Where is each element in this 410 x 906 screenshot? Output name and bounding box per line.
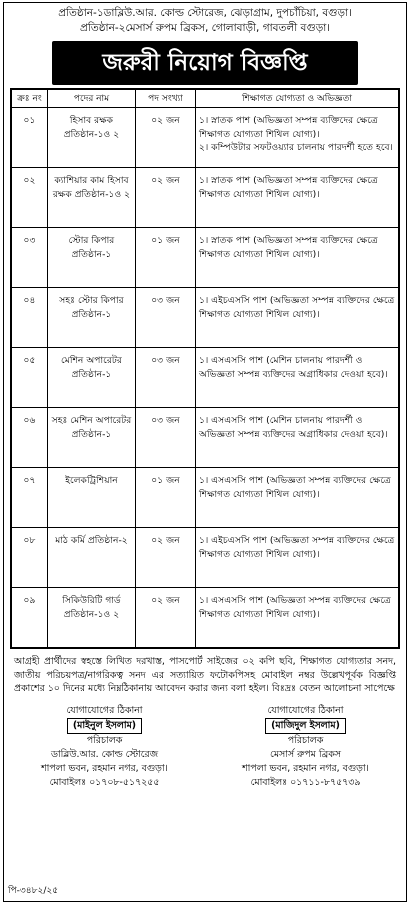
table-row <box>12 288 399 348</box>
serial-cell: ০৬ <box>12 408 48 468</box>
title-banner: জরুরী নিয়োগ বিজ্ঞপ্তি <box>52 41 358 85</box>
serial-cell: ০১ <box>12 108 48 168</box>
contact-phone: মোবাইলঃ ০১৭০৮-৫১৭২৫৫ <box>49 776 160 788</box>
serial-cell: ০৭ <box>12 468 48 528</box>
qualification-cell <box>196 228 399 288</box>
post-cell: স্টোর কিপার প্রতিষ্ঠান-১ <box>48 228 136 288</box>
post-cell: ক্যাশিয়ার কাম হিসাব রক্ষক প্রতিষ্ঠান-১ও ২ <box>48 168 136 228</box>
count-cell: ০২ জন <box>136 168 196 228</box>
serial-cell: ০৪ <box>12 288 48 348</box>
contact-org: ডাব্লিউ.আর. কোল্ড স্টোরেজ <box>50 748 159 760</box>
post-cell: সিকিউরিটি গার্ড প্রতিষ্ঠান-১ও ২ <box>48 588 136 648</box>
table-row <box>12 588 399 648</box>
qualification-item: ১। এসএসসি পাশ (অভিজ্ঞতা সম্পন্ন ব্যক্তিদের ক্ষেত্রে শিক্ষাগত যোগ্যতা শিথিল যোগ্য)। <box>199 475 391 500</box>
qualification-item: ১। এইচএসসি পাশ (অভিজ্ঞতা সম্পন্ন ব্যক্তিদের ক্ষেত্রে শিক্ষাগত যোগ্যতা শিথিল যোগ্য)। <box>199 535 395 560</box>
table-row <box>12 228 399 288</box>
header-count: পদ সংখ্যা <box>136 90 196 108</box>
post-cell: মেশিন অপারেটর প্রতিষ্ঠান-১ <box>48 348 136 408</box>
serial-cell: ০৯ <box>12 588 48 648</box>
qualification-item: ১। স্নাতক পাশ (অভিজ্ঞতা সম্পন্ন ব্যক্তিদের ক্ষেত্রে শিক্ষাগত যোগ্যতা শিথিল যোগ্য)। <box>199 175 378 200</box>
qualification-cell <box>196 108 399 168</box>
qualification-item: ১। স্নাতক পাশ (অভিজ্ঞতা সম্পন্ন ব্যক্তিদের ক্ষেত্রে শিক্ষাগত যোগ্যতা শিথিল যোগ্য)। <box>199 235 378 260</box>
post-cell: মাঠ কর্মি প্রতিষ্ঠান-২ <box>48 528 136 588</box>
job-advertisement <box>3 2 407 902</box>
count-cell: ০২ জন <box>136 588 196 648</box>
table-row <box>12 528 399 588</box>
contact-org: মেসার্স রুপম ব্রিকস <box>270 748 341 760</box>
qualification-cell <box>196 588 399 648</box>
qualification-cell <box>196 528 399 588</box>
qualification-item: ১। এসএসসি পাশ (মেশিন চালনায় পারদর্শী ও অভিজ্ঞতা সম্পন্ন ব্যক্তিদের অগ্রাধিকার দেওয়া হবে)। <box>199 415 388 440</box>
count-cell: ০৩ জন <box>136 348 196 408</box>
header-qualification: শিক্ষাগত যোগ্যতা ও অভিজ্ঞতা <box>196 90 399 108</box>
count-cell: ০২ জন <box>136 108 196 168</box>
post-cell: সহঃ মেশিন অপারেটর প্রতিষ্ঠান-১ <box>48 408 136 468</box>
contact-section <box>4 704 406 790</box>
serial-cell: ০৮ <box>12 528 48 588</box>
count-cell: ০১ জন <box>136 468 196 528</box>
count-cell: ০৩ জন <box>136 408 196 468</box>
qualification-item: ১। এইচএসসি পাশ (অভিজ্ঞতা সম্পন্ন ব্যক্তিদের ক্ষেত্রে শিক্ষাগত যোগ্যতা শিথিল যোগ্য)। <box>199 295 395 320</box>
header-line-2: প্রতিষ্ঠান-২মেসার্স রুপম ব্রিকস, গোলাবাড়ী, গাবতলী বগুড়া। <box>80 22 330 34</box>
table-row <box>12 348 399 408</box>
contact-heading: যোগাযোগের ঠিকানা <box>66 704 143 716</box>
contact-name: (মাইনুল ইসলাম) <box>67 718 142 734</box>
contact-address: শাপলা ভবন, রহমান নগর, বগুড়া। <box>242 762 369 774</box>
contact-heading: যোগাযোগের ঠিকানা <box>267 704 344 716</box>
table-header-row <box>12 90 399 108</box>
contact-role: পরিচালক <box>86 734 123 746</box>
post-cell: ইলেকট্রিশিয়ান <box>48 468 136 528</box>
qualification-item: ২। কম্পিউটার সফটওয়্যার চালনায় পারদর্শী হতে হবে। <box>199 142 393 153</box>
contact-address: শাপলা ভবন, রহমান নগর, বগুড়া। <box>41 762 168 774</box>
contact-phone: মোবাইলঃ ০১৭১১-৮৭৫৭৩৯ <box>250 776 361 788</box>
contact-role: পরিচালক <box>287 734 324 746</box>
table-row <box>12 468 399 528</box>
serial-cell: ০৫ <box>12 348 48 408</box>
qualification-item: ১। এসএসসি পাশ (অভিজ্ঞতা সম্পন্ন ব্যক্তিদের ক্ষেত্রে শিক্ষাগত যোগ্যতা শিথিল যোগ্য)। <box>199 595 391 620</box>
qualification-cell <box>196 288 399 348</box>
count-cell: ০৩ জন <box>136 288 196 348</box>
reference-code: পি-৩৪৮২/২৫ <box>8 886 59 896</box>
qualification-cell <box>196 408 399 468</box>
qualification-cell <box>196 168 399 228</box>
application-instructions: আগ্রহী প্রার্থীদের স্বহস্তে লিখিত দরখাস্ত, পাসপোর্ট সাইজের ০২ কপি ছবি, শিক্ষাগত যোগ্যতার সনদ, জাতীয় পরিচয়পত্র/নাগরিকত্ব সনদ এর সত্যায়িত ফটোকপিসহ মোবাইল নম্বর উল্লেখপূর্বক বিজ্ঞপ্তি প্রকাশের ১০ দিনের মধ্যে নিম্নঠিকানায় আবেদন করার জন্য বলা হইল। বিঃদ্রঃ বেতন আলোচনা সাপেক্ষে <box>14 656 396 694</box>
table-row <box>12 408 399 468</box>
serial-cell: ০২ <box>12 168 48 228</box>
post-cell: সহঃ স্টোর কিপার প্রতিষ্ঠান-১ <box>48 288 136 348</box>
qualification-item: ১। এসএসসি পাশ (মেশিন চালনায় পারদর্শী ও অভিজ্ঞতা সম্পন্ন ব্যক্তিদের অগ্রাধিকার দেওয়া হবে)। <box>199 355 388 380</box>
vacancy-table <box>10 88 400 649</box>
qualification-item: ১। স্নাতক পাশ (অভিজ্ঞতা সম্পন্ন ব্যক্তিদের ক্ষেত্রে শিক্ষাগত যোগ্যতা শিথিল যোগ্য)। <box>199 115 378 140</box>
contact-left <box>4 704 205 790</box>
table-row <box>12 108 399 168</box>
contact-right <box>205 704 406 790</box>
header-serial: ক্রঃ নং <box>12 90 48 108</box>
count-cell: ০২ জন <box>136 528 196 588</box>
qualification-cell <box>196 468 399 528</box>
contact-name: (মাজিদুল ইসলাম) <box>265 718 346 734</box>
post-cell: হিসাব রক্ষক প্রতিষ্ঠান-১ও ২ <box>48 108 136 168</box>
serial-cell: ০৩ <box>12 228 48 288</box>
header-line-1: প্রতিষ্ঠান-১ডাব্লিউ.আর. কোল্ড স্টোরেজ, ঝেড়াগ্রাম, দুপচাঁচিয়া, বগুড়া। <box>58 7 352 19</box>
qualification-cell <box>196 348 399 408</box>
count-cell: ০১ জন <box>136 228 196 288</box>
table-row <box>12 168 399 228</box>
header-post: পদের নাম <box>48 90 136 108</box>
